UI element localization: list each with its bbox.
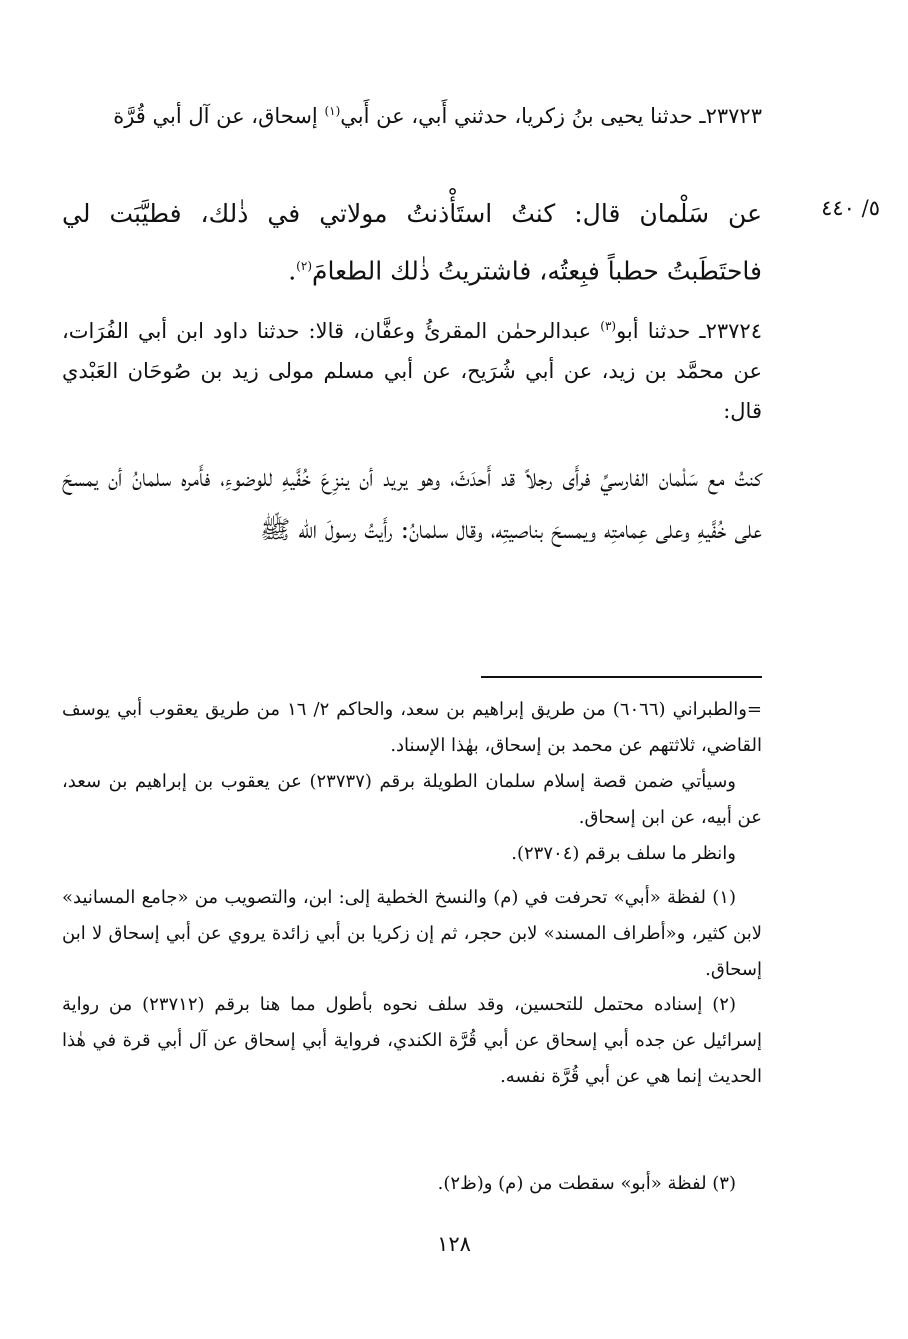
- hadith-23723-matn: عن سَلْمان قال: كنتُ استَأْذنتُ مولاتي في ذٰلك، فطيَّبَت لي فاحتَطَبتُ حطباً فبِعتُه، فاشتريتُ ذٰلك الطعامَ$^{(٢)}$.: [62, 199, 762, 286]
- footnote-ref-3: (٣): [600, 319, 617, 333]
- footnote-3: (٣) لفظة «أبو» سقطت من (م) و(ظ٢).: [437, 1173, 736, 1194]
- footnote-continuation: =والطبراني (٦٠٦٦) من طريق إبراهيم بن سعد، والحاكم ٢/ ١٦ من طريق يعقوب أبي يوسف القاضي، ثلاثتهم عن محمد بن إسحاق، بهٰذا الإسناد.: [62, 699, 762, 756]
- footnote-paragraph: وانظر ما سلف برقم (٢٣٧٠٤).: [511, 843, 736, 864]
- hadith-23724-matn: كنتُ مع سَلْمان الفارسيِّ فرأَى رجلاً قد أَحدَثَ، وهو يريد أن ينزِعَ خُفَّيهِ للوضوءِ، فأَمره سلمانُ أن يمسحَ على خُفَّيهِ وعلى عِمامتِه ويمسحَ بناصيتِه، وقال سلمانُ: رأَيتُ رسولَ الله ﷺ: [62, 463, 762, 544]
- footnote-ref-1: (١): [324, 104, 341, 118]
- footnote-separator: [481, 676, 762, 678]
- footnote-ref-2: (٢): [296, 259, 312, 273]
- margin-volume-page-ref: ٥/ ٤٤٠: [821, 196, 880, 220]
- hadith-23723-isnad: ٢٣٧٢٣ـ حدثنا يحيى بنُ زكريا، حدثني أَبي، عن أَبي$^{(١)}$ إسحاق، عن آل أبي قُرَّة: [113, 104, 762, 128]
- page-number: ١٢٨: [437, 1232, 471, 1256]
- footnote-2: (٢) إسناده محتمل للتحسين، وقد سلف نحوه بأطول مما هنا برقم (٢٣٧١٢) من رواية إسرائيل عن جده أبي إسحاق عن أبي قُرَّة الكندي، فرواية أبي إسحاق عن آل أبي قرة في هٰذا الحديث إنما هي عن أبي قُرَّة نفسه.: [62, 994, 762, 1087]
- footnote-paragraph: وسيأتي ضمن قصة إسلام سلمان الطويلة برقم (٢٣٧٣٧) عن يعقوب بن إبراهيم بن سعد، عن أبيه، عن ابن إسحاق.: [62, 771, 762, 828]
- footnote-1: (١) لفظة «أبي» تحرفت في (م) والنسخ الخطية إلى: ابن، والتصويب من «جامع المسانيد» لابن كثير، و«أطراف المسند» لابن حجر، ثم إن زكريا بن أبي زائدة يروي عن أبي إسحاق لا ابن إسحاق.: [62, 887, 762, 980]
- hadith-23724-isnad: ٢٣٧٢٤ـ حدثنا أبو$^{(٣)}$ عبدالرحمٰن المقرئُ وعفَّان، قالا: حدثنا داود ابن أبي الفُرَات، عن محمَّد بن زيد، عن أبي شُرَيح، عن أبي مسلم مولى زيد بن صُوحَان العَبْدي قال:: [62, 319, 762, 423]
